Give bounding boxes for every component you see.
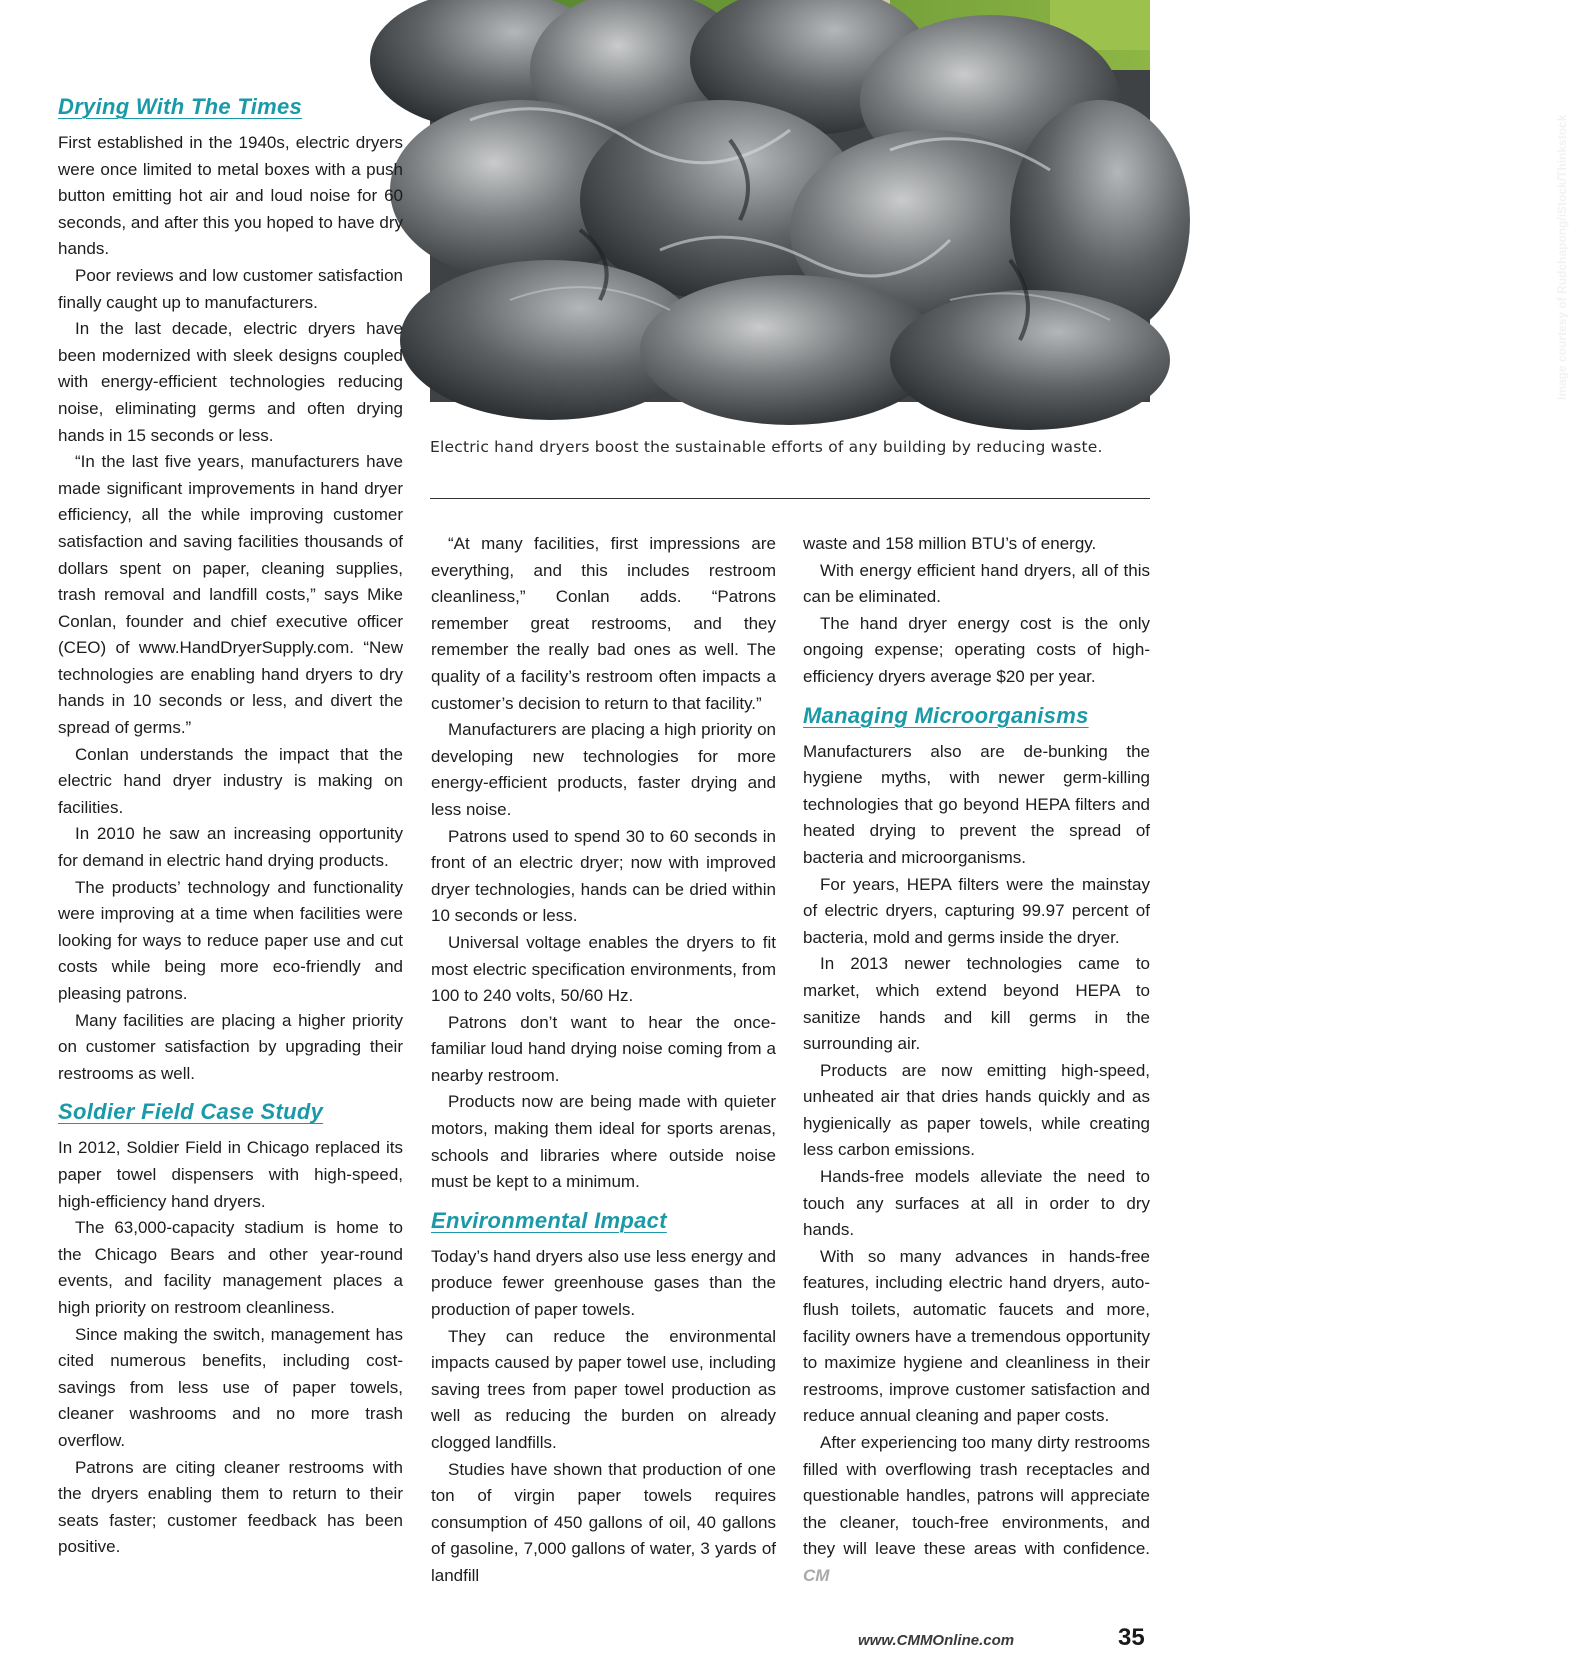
paragraph: First established in the 1940s, electric dryers were once limited to metal boxes with a push button emitting hot air and loud noise for 60 seconds, and after this you hoped to have dry hands. [58, 133, 403, 259]
paragraph: Today’s hand dryers also use less energy and produce fewer greenhouse gases than the production of paper towels. [431, 1246, 776, 1320]
article-column-1 [58, 92, 403, 1561]
paragraph: Products now are being made with quieter motors, making them ideal for sports arenas, schools and libraries where outside noise must be kept to a minimum. [431, 1092, 776, 1192]
paragraph: In 2010 he saw an increasing opportunity for demand in electric hand drying products. [58, 824, 403, 871]
section-heading-environmental: Environmental Impact [431, 1207, 667, 1233]
paragraph: Poor reviews and low customer satisfaction finally caught up to manufacturers. [58, 265, 403, 312]
article-column-2 [431, 531, 776, 1590]
paragraph: Products are now emitting high-speed, unheated air that dries hands quickly and as hygienically as paper towels, while creating less carbon emissions. [803, 1060, 1150, 1160]
trash-bags-image [430, 0, 1150, 402]
paragraph: In 2012, Soldier Field in Chicago replaced its paper towel dispensers with high-speed, high-efficiency hand dryers. [58, 1138, 403, 1211]
paragraph-final [803, 1430, 1150, 1590]
paragraph: Studies have shown that production of one ton of virgin paper towels requires consumption of 450 gallons of oil, 40 gallons of gasoline, 7,000 gallons of water, 3 yards of landfill [431, 1459, 776, 1585]
paragraph: Patrons are citing cleaner restrooms with the dryers enabling them to return to their seats faster; customer feedback has been positive. [58, 1457, 403, 1557]
paragraph: The hand dryer energy cost is the only ongoing expense; operating costs of high-efficiency dryers average $20 per year. [803, 613, 1150, 686]
final-text: After experiencing too many dirty restrooms filled with overflowing trash receptacles and questionable handles, patrons will appreciate the cleaner, touch-free environments, and they will leave these areas with confidence. [803, 1433, 1150, 1559]
paragraph: Patrons don’t want to hear the once-familiar loud hand drying noise coming from a nearby restroom. [431, 1012, 776, 1085]
photo-caption: Electric hand dryers boost the sustainable efforts of any building by reducing waste. [430, 438, 1103, 456]
paragraph: Many facilities are placing a higher priority on customer satisfaction by upgrading their restrooms as well. [58, 1010, 403, 1083]
article-photo [430, 0, 1569, 402]
paragraph: Patrons used to spend 30 to 60 seconds in front of an electric dryer; now with improved dryer technologies, hands can be dried within 10 seconds or less. [431, 826, 776, 926]
article-column-3 [803, 531, 1150, 1590]
paragraph: Universal voltage enables the dryers to fit most electric specification environments, from 100 to 240 volts, 50/60 Hz. [431, 932, 776, 1006]
caption-divider [430, 498, 1150, 499]
paragraph: The products’ technology and functionality were improving at a time when facilities were looking for ways to reduce paper use and cut costs while being more eco-friendly and pleasing patrons. [58, 877, 403, 1003]
paragraph: The 63,000-capacity stadium is home to the Chicago Bears and other year-round events, and facility management places a high priority on restroom cleanliness. [58, 1218, 403, 1317]
paragraph: In the last decade, electric dryers have been modernized with sleek designs coupled with energy-efficient technologies reducing noise, eliminating germs and often drying hands in 15 seconds or less. [58, 319, 403, 445]
section-heading-microorganisms: Managing Microorganisms [803, 702, 1089, 728]
section-heading-soldier-field: Soldier Field Case Study [58, 1099, 324, 1125]
paragraph: “In the last five years, manufacturers have made significant improvements in hand dryer efficiency, all the while improving customer satisfaction and saving facilities thousands of dollars spent on paper, cleaning supplies, trash removal and landfill costs,” says Mike Conlan, founder and chief executive officer (CEO) of www.HandDryerSupply.com. “New technologies are enabling hand dryers to dry hands in 10 seconds or less, and divert the spread of germs.” [58, 452, 403, 738]
paragraph: For years, HEPA filters were the mainstay of electric dryers, capturing 99.97 percent of bacteria, mold and germs inside the dryer. [803, 874, 1150, 947]
paragraph: Manufacturers are placing a high priority on developing new technologies for more energy-efficient products, faster drying and less noise. [431, 720, 776, 819]
section-heading-drying: Drying With The Times [58, 94, 303, 119]
footer-website: www.CMMOnline.com [858, 1632, 1015, 1649]
paragraph: With energy efficient hand dryers, all of this can be eliminated. [803, 560, 1150, 607]
paragraph: Since making the switch, management has cited numerous benefits, including cost-savings from less use of paper towels, cleaner washrooms and no more trash overflow. [58, 1324, 403, 1450]
paragraph: With so many advances in hands-free features, including electric hand dryers, auto-flush toilets, automatic faucets and more, facility owners have a tremendous opportunity to maximize hygiene and cleanliness in their restrooms, improve customer satisfaction and reduce annual cleaning and paper costs. [803, 1246, 1150, 1426]
paragraph: Manufacturers also are de-bunking the hygiene myths, with newer germ-killing technologies that go beyond HEPA filters and heated drying to prevent the spread of bacteria and microorganisms. [803, 741, 1150, 867]
paragraph: “At many facilities, first impressions are everything, and this includes restroom cleanliness,” Conlan adds. “Patrons remember great restrooms, and they remember the really bad ones as well. The quality of a facility’s restroom often impacts a customer’s decision to return to that facility.” [431, 534, 776, 713]
paragraph: They can reduce the environmental impacts caused by paper towel use, including saving trees from paper towel production as well as reducing the burden on already clogged landfills. [431, 1326, 776, 1452]
paragraph: Conlan understands the impact that the electric hand dryer industry is making on facilities. [58, 744, 403, 817]
page-number: 35 [1118, 1624, 1145, 1651]
paragraph: Hands-free models alleviate the need to touch any surfaces at all in order to dry hands. [803, 1167, 1150, 1240]
photo-credit: Image courtesy of Rudchapong/iStock/Thinkstock [1555, 114, 1569, 400]
end-mark: CM [803, 1565, 830, 1585]
paragraph: In 2013 newer technologies came to market, which extend beyond HEPA to sanitize hands and kill germs in the surrounding air. [803, 954, 1150, 1054]
paragraph: waste and 158 million BTU’s of energy. [803, 534, 1097, 553]
